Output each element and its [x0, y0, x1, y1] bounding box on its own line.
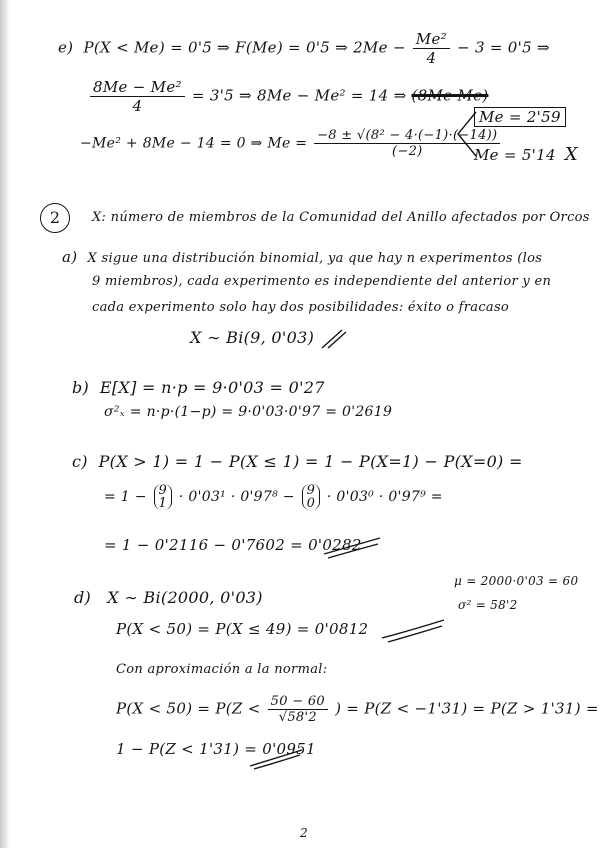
e-line1-frac-den: 4 [426, 49, 437, 67]
question-number: 2 [49, 208, 61, 227]
e-sol1-boxed: Me = 2'59 [474, 107, 566, 127]
c-line-3: = 1 − 0'2116 − 0'7602 = 0'0282 [104, 536, 362, 554]
e-line2-fraction [90, 78, 185, 115]
d-line-4 [116, 694, 599, 725]
e-line3-frac-num: −8 ± √(8² − 4·(−1)·(−14)) [314, 128, 500, 144]
e-line2-tail: = 3'5 ⇒ 8Me − Me² = 14 ⇒ [191, 86, 407, 105]
b-line-2: σ²ₓ = n·p·(1−p) = 9·0'03·0'97 = 0'2619 [104, 404, 393, 420]
c-label: c) [72, 452, 88, 471]
c-binom1-top: 9 [158, 483, 168, 498]
e-line3-head: −Me² + 8Me − 14 = 0 ⇒ Me = [80, 135, 308, 152]
question-number-circle [40, 203, 70, 233]
b-line1-text: E[X] = n·p = 9·0'03 = 0'27 [99, 378, 325, 397]
c-line-2 [104, 484, 443, 510]
e-sol2-text: Me = 5'14 [474, 146, 556, 164]
d-line-5: 1 − P(Z < 1'31) = 0'0951 [116, 740, 316, 758]
c-line1-text: P(X > 1) = 1 − P(X ≤ 1) = 1 − P(X=1) − P(X=0) = [98, 452, 523, 471]
e-line1-fraction [413, 30, 450, 67]
e-line1-tail: − 3 = 0'5 ⇒ [457, 38, 550, 57]
d-label: d) [74, 588, 92, 607]
d-final-underline-mark [248, 748, 304, 770]
a-line1-text: X sigue una distribución binomial, ya que hay n experimentos (los [87, 251, 543, 266]
c-line-1 [72, 452, 523, 471]
e-line1-frac-num: Me² [413, 30, 450, 49]
c-binomial-2 [302, 484, 321, 510]
e-sol2-cross-mark: X [564, 144, 578, 165]
a-line-2: 9 miembros), cada experimento es independiente del anterior y en [92, 274, 552, 289]
a-line-1 [62, 248, 542, 266]
e-line-2 [88, 78, 488, 115]
e-label: e) [58, 38, 74, 57]
page-number: 2 [300, 826, 308, 840]
c-binom1-bot: 1 [158, 496, 168, 511]
d-line-1 [74, 588, 263, 607]
c-line2-mid: · 0'03¹ · 0'97⁸ − [178, 489, 295, 505]
c-line2-head: = 1 − [104, 489, 147, 505]
e-line-3 [80, 128, 502, 159]
c-result-underline-mark [322, 534, 382, 560]
d-result-underline-mark [380, 616, 446, 644]
b-line-1 [72, 378, 325, 397]
e-line1-text: P(X < Me) = 0'5 ⇒ F(Me) = 0'5 ⇒ 2Me − [83, 38, 406, 57]
a-result-underline-mark [318, 324, 348, 352]
d-line1-text: X ∼ Bi(2000, 0'03) [107, 588, 263, 607]
c-binomial-1 [154, 484, 173, 510]
c-binom2-top: 9 [306, 483, 316, 498]
q2-heading: X: número de miembros de la Comunidad del Anillo afectados por Orcos [92, 210, 590, 225]
e-solution-bracket [454, 106, 478, 162]
e-line2-scribble: (8Me·Me) [411, 86, 489, 105]
e-solution-2 [474, 144, 578, 165]
d-line4-frac-num: 50 − 60 [268, 694, 328, 710]
d-line4-head: P(X < 50) = P(Z < [116, 699, 261, 718]
d-line-2: P(X < 50) = P(X ≤ 49) = 0'0812 [116, 620, 369, 638]
a-result [190, 328, 314, 347]
c-binom2-bot: 0 [306, 496, 316, 511]
a-line-3: cada experimento solo hay dos posibilidades: éxito o fracaso [92, 300, 510, 315]
e-line3-frac-den: (−2) [392, 144, 423, 159]
d-line4-frac-den: √58'2 [278, 710, 317, 725]
d-mu: μ = 2000·0'03 = 60 [454, 574, 579, 588]
a-result-text: X ∼ Bi(9, 0'03) [190, 328, 315, 347]
a-label: a) [62, 248, 78, 266]
d-sigma: σ² = 58'2 [458, 598, 518, 612]
e-solution-1 [474, 108, 566, 126]
b-label: b) [72, 378, 90, 397]
c-line2-tail: · 0'03⁰ · 0'97⁹ = [326, 489, 443, 505]
d-line4-tail: ) = P(Z < −1'31) = P(Z > 1'31) = [335, 699, 599, 718]
e-line-1 [58, 30, 550, 67]
page-edge-shadow [0, 0, 10, 848]
e-line2-frac-num: 8Me − Me² [90, 78, 185, 97]
e-line2-frac-den: 4 [132, 97, 143, 115]
d-line4-fraction [268, 694, 328, 725]
d-line-3: Con aproximación a la normal: [116, 662, 328, 677]
